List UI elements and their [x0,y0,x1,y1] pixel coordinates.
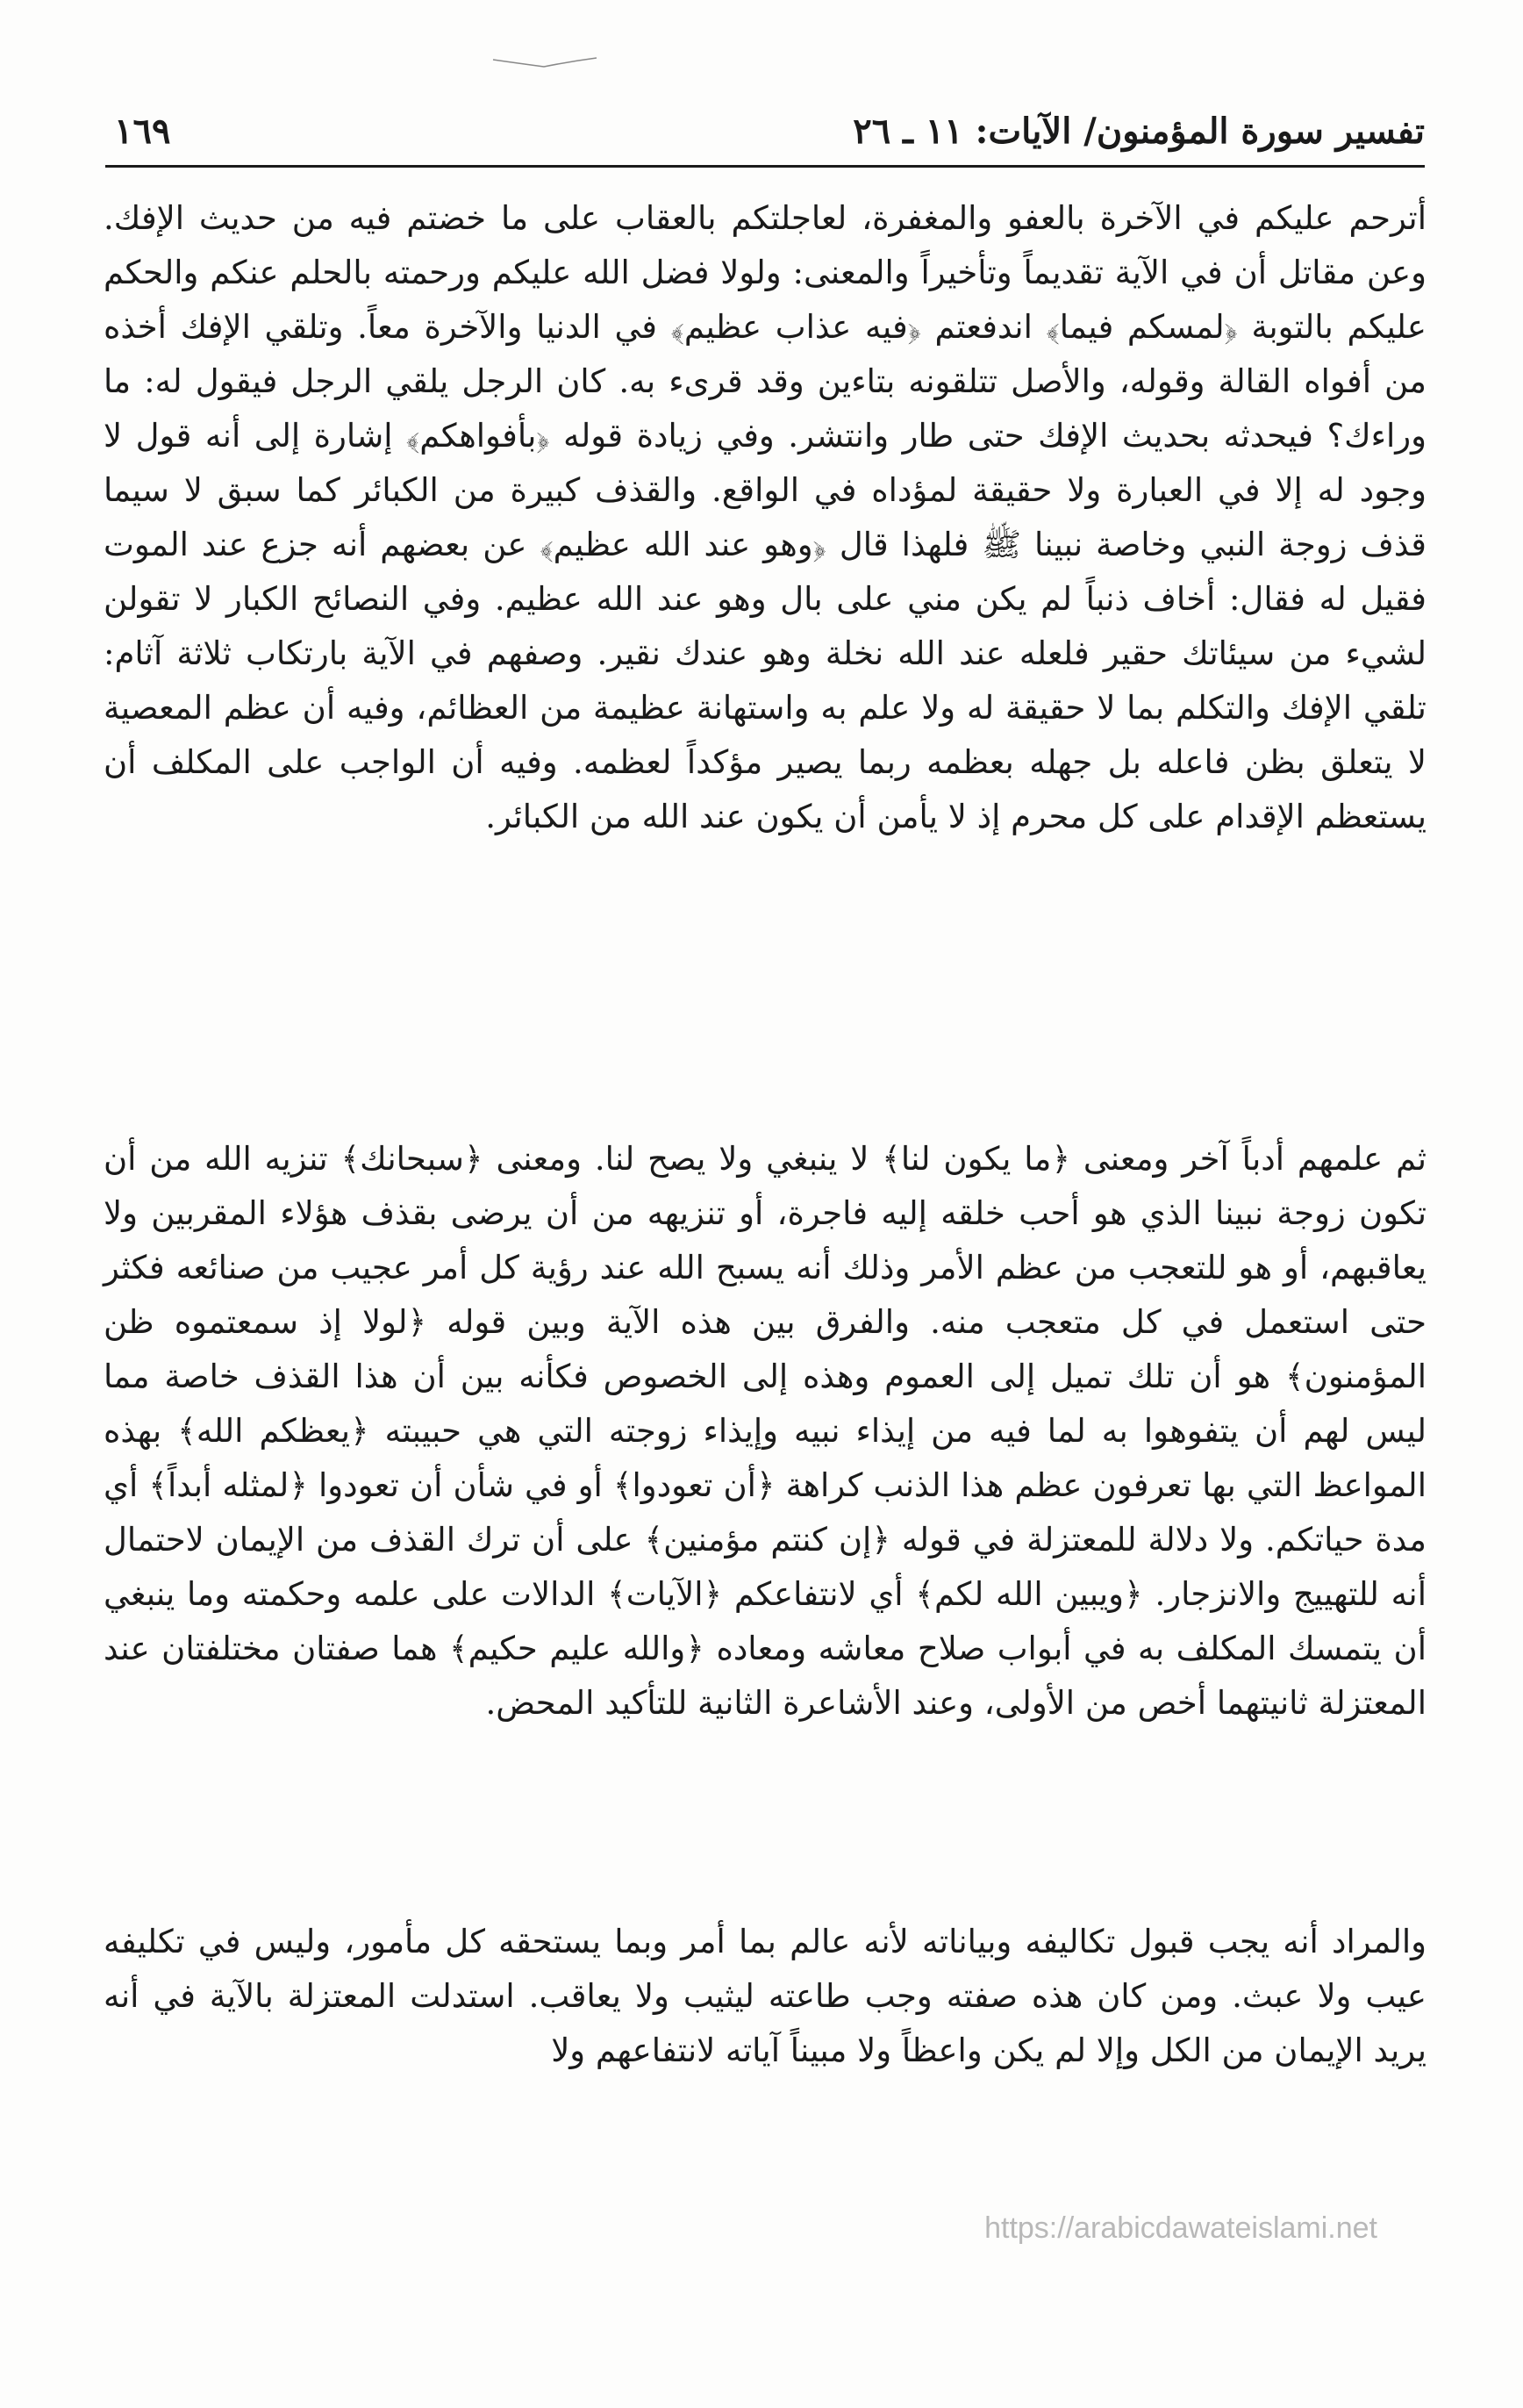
header-rule [105,165,1425,168]
paragraph: والمراد أنه يجب قبول تكاليفه وبياناته لأنه عالم بما أمر وبما يستحقه كل مأمور، وليس في تكليفه عيب ولا عبث. ومن كان هذه صفته وجب طاعته ليثيب ولا يعاقب. استدلت المعتزلة بالآية في أنه يريد الإيمان من الكل وإلا لم يكن واعظاً ولا مبيناً آياته لانتفاعهم ولا [104,1923,1426,2069]
watermark-url: https://arabicdawateislami.net [984,2211,1377,2245]
running-title: تفسير سورة المؤمنون/ الآيات: ١١ ـ ٢٦ [853,111,1425,152]
scan-artifact-mark [491,54,614,72]
paragraph: ثم علمهم أدباً آخر ومعنى ﴿ما يكون لنا﴾ لا ينبغي ولا يصح لنا. ومعنى ﴿سبحانك﴾ تنزيه الله من أن تكون زوجة نبينا الذي هو أحب خلقه إليه فاجرة، أو تنزيهه من أن يرضى بقذف هؤلاء المقربين ولا يعاقبهم، أو هو للتعجب من عظم الأمر وذلك أنه يسبح الله عند رؤية كل أمر عجيب من صنائعه فكثر حتى استعمل في كل متعجب منه. والفرق بين هذه الآية وبين قوله ﴿لولا إذ سمعتموه ظن المؤمنون﴾ هو أن تلك تميل إلى العموم وهذه إلى الخصوص فكأنه بين أن هذا القذف خاصة مما ليس لهم أن يتفوهوا به لما فيه من إيذاء نبيه وإيذاء زوجته التي هي حبيبته ﴿يعظكم الله﴾ بهذه المواعظ التي بها تعرفون عظم هذا الذنب كراهة ﴿أن تعودوا﴾ أو في شأن أن تعودوا ﴿لمثله أبداً﴾ أي مدة حياتكم. ولا دلالة للمعتزلة في قوله ﴿إن كنتم مؤمنين﴾ على أن ترك القذف من الإيمان لاحتمال أنه للتهييج والانزجار. ﴿ويبين الله لكم﴾ أي لانتفاعكم ﴿الآيات﴾ الدالات على علمه وحكمته وما ينبغي أن يتمسك المكلف به في أبواب صلاح معاشه ومعاده ﴿والله عليم حكيم﴾ هما صفتان مختلفتان عند المعتزلة ثانيتهما أخص من الأولى، وعند الأشاعرة الثانية للتأكيد المحض. [104,1140,1427,1722]
paragraph: أترحم عليكم في الآخرة بالعفو والمغفرة، لعاجلتكم بالعقاب على ما خضتم فيه من حديث الإفك. وعن مقاتل أن في الآية تقديماً وتأخيراً والمعنى: ولولا فضل الله عليكم ورحمته بالحلم عنكم والحكم عليكم بالتوبة ﴿لمسكم فيما﴾ اندفعتم ﴿فيه عذاب عظيم﴾ في الدنيا والآخرة معاً. وتلقي الإفك أخذه من أفواه القالة وقوله، والأصل تتلقونه بتاءين وقد قرىء به. كان الرجل يلقي الرجل فيقول له: ما وراءك؟ فيحدثه بحديث الإفك حتى طار وانتشر. وفي زيادة قوله ﴿بأفواهكم﴾ إشارة إلى أنه قول لا وجود له إلا في العبارة ولا حقيقة لمؤداه في الواقع. والقذف كبيرة من الكبائر كما سبق لا سيما قذف زوجة النبي وخاصة نبينا ﷺ فلهذا قال ﴿وهو عند الله عظيم﴾ عن بعضهم أنه جزع عند الموت فقيل له فقال: أخاف ذنباً لم يكن مني على بال وهو عند الله عظيم. وفي النصائح الكبار لا تقولن لشيء من سيئاتك حقير فلعله عند الله نخلة وهو عندك نقير. وصفهم في الآية بارتكاب ثلاثة آثام: تلقي الإفك والتكلم بما لا حقيقة له ولا علم به واستهانة عظيمة من العظائم، وفيه أن عظم المعصية لا يتعلق بظن فاعله بل جهله بعظمه ربما يصير مؤكداً لعظمه. وفيه أن الواجب على المكلف أن يستعظم الإقدام على كل محرم إذ لا يأمن أن يكون عند الله من الكبائر. [104,199,1426,835]
page-number: ١٦٩ [114,111,171,152]
page-header [105,104,1425,165]
